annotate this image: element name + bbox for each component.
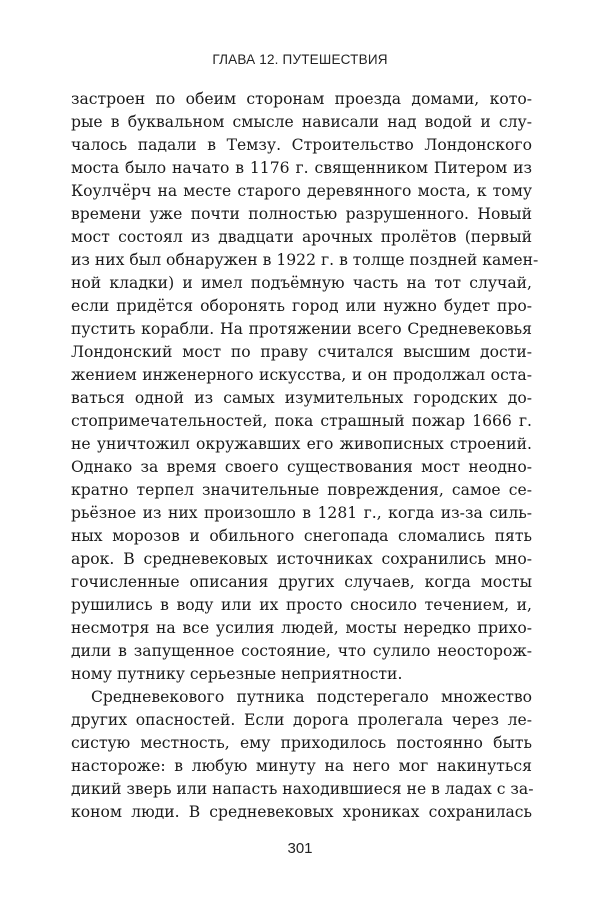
text-line: ной кладки) и имел подъёмную часть на тот случай, bbox=[71, 274, 532, 292]
text-line: мост состоял из двадцати арочных пролётов (первый bbox=[71, 228, 532, 246]
text-line: коном люди. В средневековых хрониках сохранилась bbox=[71, 803, 532, 821]
text-line: пустить корабли. На протяжении всего Средневековья bbox=[71, 320, 532, 338]
text-line: настороже: в любую минуту на него мог накинуться bbox=[71, 757, 532, 775]
text-line: ваться одной из самых изумительных городских до- bbox=[71, 389, 532, 407]
text-line: ному путнику серьезные неприятности. bbox=[71, 665, 403, 683]
text-line: рушились в воду или их просто сносило течением, и, bbox=[71, 596, 532, 614]
text-line: застроен по обеим сторонам проезда домами, кото- bbox=[71, 90, 532, 108]
page-body bbox=[71, 88, 539, 824]
text-line: рые в буквальном смысле нависали над водой и слу- bbox=[71, 113, 532, 131]
text-line: рьёзное из них произошло в 1281 г., когда из-за силь- bbox=[71, 504, 532, 522]
text-line: гочисленные описания других случаев, когда мосты bbox=[71, 573, 532, 591]
text-line: не уничтожил окружавших его живописных строений. bbox=[71, 435, 532, 453]
text-line: моста было начато в 1176 г. священником Питером из bbox=[71, 159, 532, 177]
running-header: ГЛАВА 12. ПУТЕШЕСТВИЯ bbox=[212, 52, 388, 67]
paragraph-1 bbox=[71, 88, 539, 686]
text-line: если придётся оборонять город или нужно будет про- bbox=[71, 297, 532, 315]
text-line: стопримечательностей, пока страшный пожар 1666 г. bbox=[71, 412, 532, 430]
text-line: жением инженерного искусства, и он продолжал оста- bbox=[71, 366, 532, 384]
text-line: несмотря на все усилия людей, мосты нередко прихо- bbox=[71, 619, 532, 637]
paragraph-2 bbox=[71, 686, 532, 824]
text-line: чалось падали в Темзу. Строительство Лондонского bbox=[71, 136, 532, 154]
page-number: 301 bbox=[287, 840, 313, 857]
text-line: систую местность, ему приходилось постоянно быть bbox=[71, 734, 532, 752]
text-line: арок. В средневековых источниках сохранились мно- bbox=[71, 550, 532, 568]
text-line: других опасностей. Если дорога пролегала через ле- bbox=[71, 711, 532, 729]
text-line: Средневекового путника подстерегало множество bbox=[91, 688, 532, 706]
text-line: кратно терпел значительные повреждения, самое се- bbox=[71, 481, 532, 499]
text-line: времени уже почти полностью разрушенного. Новый bbox=[71, 205, 532, 223]
text-line: дили в запущенное состояние, что сулило неосторож- bbox=[71, 642, 532, 660]
text-line: из них был обнаружен в 1922 г. в толще поздней камен- bbox=[71, 251, 539, 269]
text-line: Однако за время своего существования мост неодно- bbox=[71, 458, 532, 476]
text-line: дикий зверь или напасть находившиеся не в ладах с за- bbox=[71, 780, 534, 798]
text-line: Коулчёрч на месте старого деревянного моста, к тому bbox=[71, 182, 532, 200]
text-line: Лондонский мост по праву считался высшим дости- bbox=[71, 343, 532, 361]
text-line: ных морозов и обильного снегопада сломались пять bbox=[71, 527, 532, 545]
